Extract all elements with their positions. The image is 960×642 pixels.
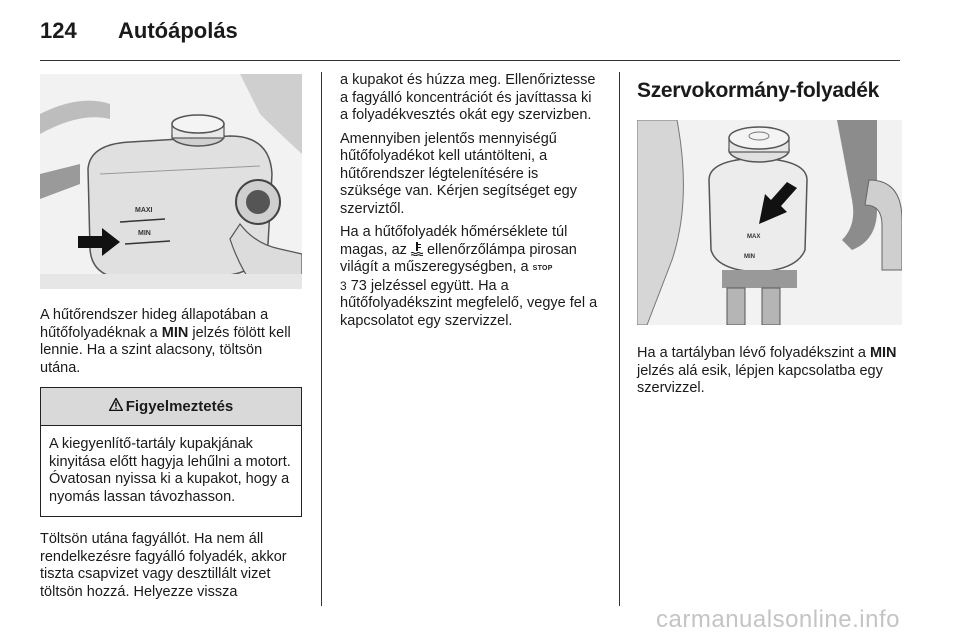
- column-2: [340, 72, 602, 336]
- page-title: Autóápolás: [118, 18, 238, 43]
- power-steering-reservoir-illustration: [637, 120, 902, 325]
- stop-symbol: STOP: [532, 265, 553, 272]
- max-label: MAX: [747, 234, 761, 240]
- warning-title: Figyelmeztetés: [125, 398, 234, 415]
- min-label: MIN: [138, 230, 151, 237]
- column-divider-1: [321, 72, 322, 606]
- warning-triangle-icon: [109, 398, 123, 415]
- watermark: carmanualsonline.info: [656, 606, 900, 633]
- power-steering-paragraph: Ha a tartályban lévő folyadékszint a MIN jelzés alá esik, lépjen kapcsolatba egy szervizzel.: [637, 345, 897, 396]
- coolant-reservoir-drawing: [40, 74, 302, 289]
- refill-paragraph: Töltsön utána fagyállót. Ha nem áll rendelkezésre fagyálló folyadék, akkor tiszta csapvizet vagy desztillált vizet töltsön hozzá. Helyezze vissza: [40, 531, 287, 600]
- coolant-level-paragraph: A hűtőrendszer hideg állapotában a hűtőfolyadéknak a MIN jelzés fölött kell lennie. Ha a szint alacsony, töltsön utána.: [40, 307, 291, 376]
- power-steering-drawing: [637, 120, 902, 325]
- section-title: Szervokormány-folyadék: [637, 79, 879, 102]
- warning-header: [41, 388, 301, 426]
- page-header: [40, 18, 238, 50]
- column-divider-2: [619, 72, 620, 606]
- warning-text: A kiegyenlítő-tartály kupakjának kinyitása előtt hagyja lehűlni a motort. Óvatosan nyissa ki a kupakot, hogy a nyomás lassan távozhasson.: [49, 436, 291, 505]
- bleeding-paragraph: Amennyiben jelentős mennyiségű hűtőfolyadékot kell utántölteni, a hűtőrendszer légtelenítésére is szüksége van. Kérjen segítséget egy szerviztől.: [340, 130, 577, 217]
- page-number: 124: [40, 18, 77, 43]
- coolant-temperature-icon: [411, 242, 423, 256]
- column-1: [40, 72, 302, 607]
- coolant-reservoir-illustration: [40, 74, 302, 289]
- temperature-paragraph: Ha a hűtőfolyadék hőmérséklete túl magas, az ellenőrzőlámpa pirosan világít a műszeregységben, a STOP 3 73 jelzéssel együtt. Ha a hűtőfolyadékszint megfelelő, vegye fel a kapcsolatot egy szervizzel.: [340, 224, 598, 329]
- min-label: MIN: [744, 254, 755, 260]
- reference-arrow-icon: 3: [340, 278, 347, 293]
- cap-paragraph: a kupakot és húzza meg. Ellenőriztesse a fagyálló koncentrációt és javíttassa ki a folyadékvesztés okát egy szervizben.: [340, 72, 596, 123]
- column-3: [637, 72, 902, 404]
- header-divider: [40, 60, 900, 61]
- warning-box: [40, 387, 302, 517]
- max-label: MAXI: [135, 207, 153, 214]
